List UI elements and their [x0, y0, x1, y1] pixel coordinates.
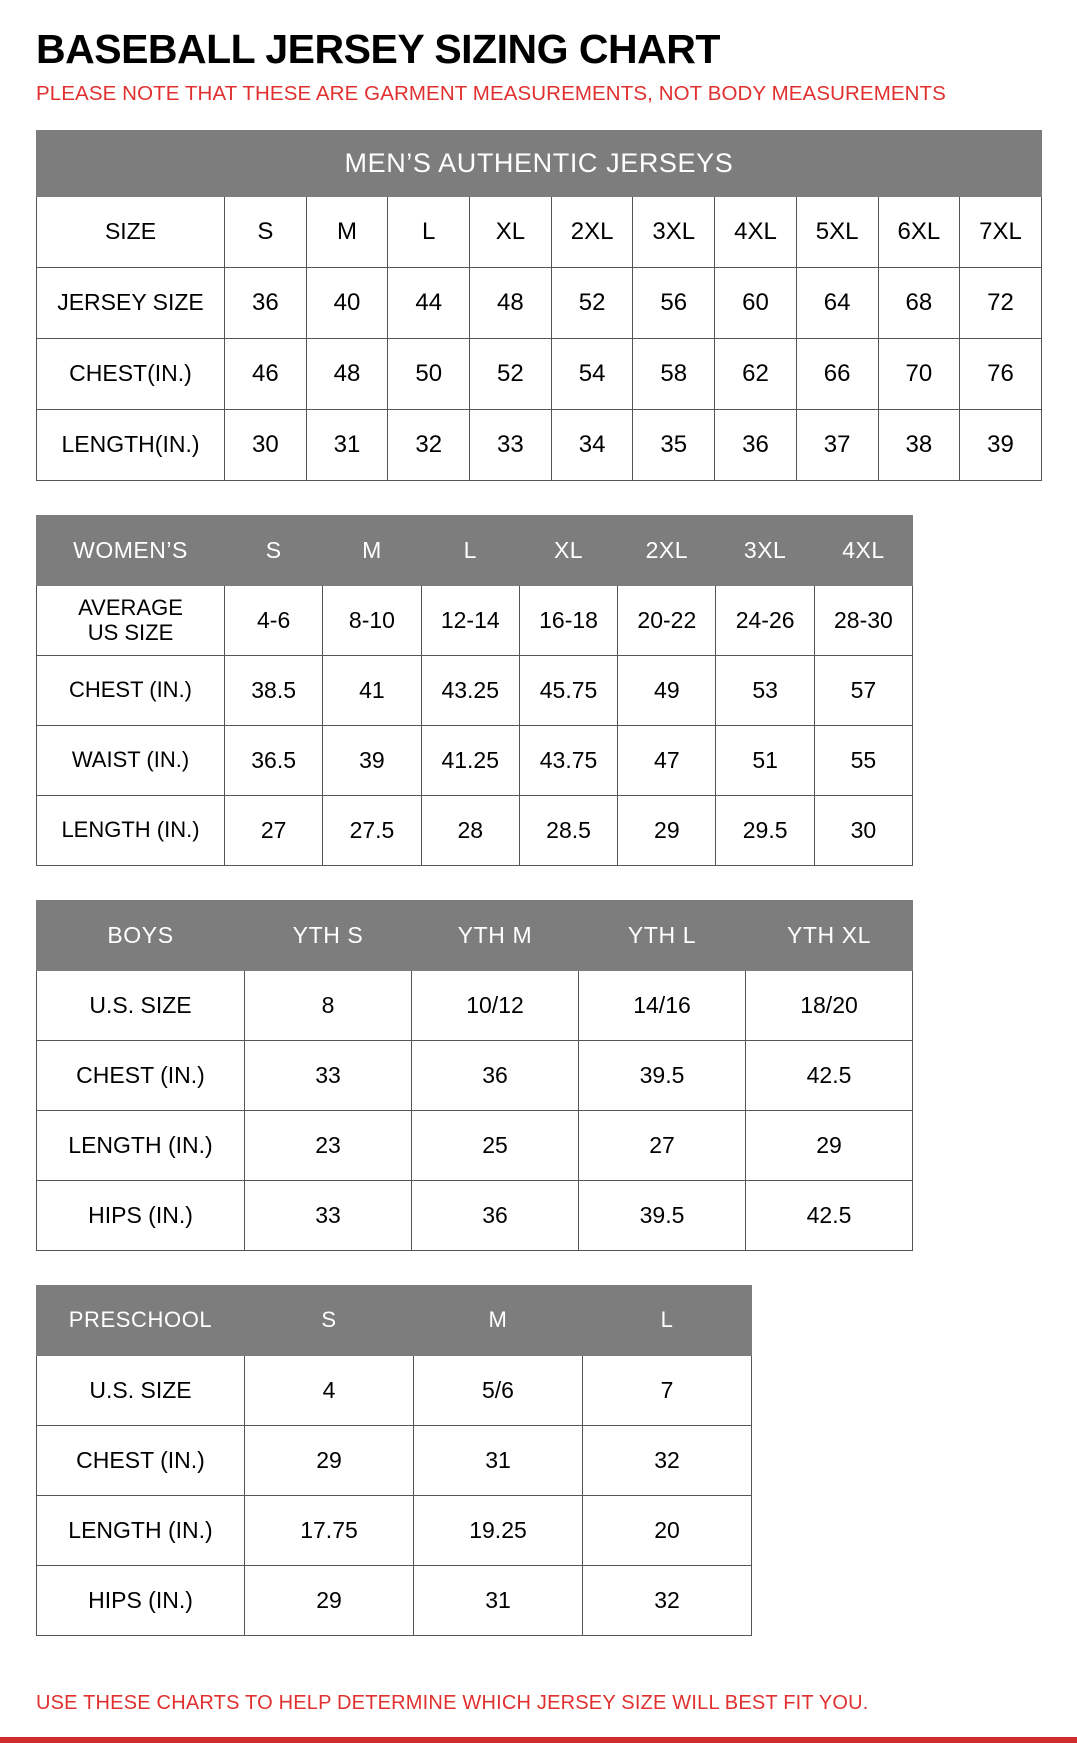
- boys-size-cell: YTH S: [245, 900, 412, 970]
- data-cell: 20-22: [618, 585, 716, 655]
- mens-size-cell: 7XL: [960, 196, 1042, 267]
- data-cell: 17.75: [245, 1495, 414, 1565]
- data-cell: 55: [814, 725, 912, 795]
- data-cell: 56: [633, 267, 715, 338]
- mens-size-cell: 5XL: [796, 196, 878, 267]
- data-cell: 30: [225, 409, 307, 480]
- data-cell: 32: [583, 1425, 752, 1495]
- data-cell: 24-26: [716, 585, 814, 655]
- data-cell: 29: [245, 1565, 414, 1635]
- mens-size-cell: L: [388, 196, 470, 267]
- table-row: [37, 585, 913, 655]
- page-title: BASEBALL JERSEY SIZING CHART: [36, 26, 720, 72]
- data-cell: 31: [414, 1425, 583, 1495]
- womens-sizing-table: [36, 515, 913, 866]
- preschool-size-cell: L: [583, 1285, 752, 1355]
- table-row: [37, 795, 913, 865]
- data-cell: 50: [388, 338, 470, 409]
- data-cell: 8: [245, 970, 412, 1040]
- womens-size-cell: 2XL: [618, 515, 716, 585]
- table-row: [37, 970, 913, 1040]
- mens-size-cell: XL: [470, 196, 552, 267]
- row-label: LENGTH(IN.): [37, 409, 225, 480]
- table-row: [37, 515, 913, 585]
- data-cell: 29.5: [716, 795, 814, 865]
- data-cell: 38.5: [225, 655, 323, 725]
- womens-size-cell: 3XL: [716, 515, 814, 585]
- row-label: LENGTH (IN.): [37, 1110, 245, 1180]
- data-cell: 28.5: [519, 795, 617, 865]
- data-cell: 48: [306, 338, 388, 409]
- data-cell: 10/12: [412, 970, 579, 1040]
- table-row: [37, 1110, 913, 1180]
- boys-header-label: BOYS: [37, 900, 245, 970]
- data-cell: 28-30: [814, 585, 912, 655]
- table-row: [37, 196, 1042, 267]
- womens-size-cell: S: [225, 515, 323, 585]
- data-cell: 30: [814, 795, 912, 865]
- data-cell: 33: [245, 1180, 412, 1250]
- data-cell: 32: [583, 1565, 752, 1635]
- data-cell: 32: [388, 409, 470, 480]
- table-row: [37, 1040, 913, 1110]
- womens-size-cell: XL: [519, 515, 617, 585]
- data-cell: 58: [633, 338, 715, 409]
- mens-size-cell: 6XL: [878, 196, 960, 267]
- mens-size-cell: 3XL: [633, 196, 715, 267]
- data-cell: 36: [412, 1180, 579, 1250]
- data-cell: 18/20: [746, 970, 913, 1040]
- boys-sizing-table: [36, 900, 913, 1251]
- mens-size-cell: 2XL: [551, 196, 633, 267]
- row-label: HIPS (IN.): [37, 1565, 245, 1635]
- data-cell: 31: [414, 1565, 583, 1635]
- data-cell: 5/6: [414, 1355, 583, 1425]
- row-label: CHEST (IN.): [37, 1425, 245, 1495]
- table-row: [37, 1495, 752, 1565]
- data-cell: 39: [960, 409, 1042, 480]
- data-cell: 29: [618, 795, 716, 865]
- data-cell: 29: [746, 1110, 913, 1180]
- row-label: HIPS (IN.): [37, 1180, 245, 1250]
- data-cell: 7: [583, 1355, 752, 1425]
- data-cell: 36.5: [225, 725, 323, 795]
- data-cell: 45.75: [519, 655, 617, 725]
- data-cell: 38: [878, 409, 960, 480]
- data-cell: 33: [470, 409, 552, 480]
- table-row: [37, 655, 913, 725]
- data-cell: 46: [225, 338, 307, 409]
- row-label: WAIST (IN.): [37, 725, 225, 795]
- data-cell: 37: [796, 409, 878, 480]
- row-label: [37, 585, 225, 655]
- data-cell: 29: [245, 1425, 414, 1495]
- data-cell: 4: [245, 1355, 414, 1425]
- boys-size-cell: YTH XL: [746, 900, 913, 970]
- table-row: [37, 338, 1042, 409]
- row-label: CHEST(IN.): [37, 338, 225, 409]
- table-row: [37, 900, 913, 970]
- data-cell: 16-18: [519, 585, 617, 655]
- data-cell: 31: [306, 409, 388, 480]
- table-row: [37, 1425, 752, 1495]
- mens-size-cell: S: [225, 196, 307, 267]
- mens-size-label: SIZE: [37, 196, 225, 267]
- row-label-line1: AVERAGE: [78, 594, 183, 620]
- data-cell: 43.75: [519, 725, 617, 795]
- data-cell: 43.25: [421, 655, 519, 725]
- preschool-size-cell: M: [414, 1285, 583, 1355]
- data-cell: 62: [715, 338, 797, 409]
- data-cell: 40: [306, 267, 388, 338]
- data-cell: 52: [551, 267, 633, 338]
- data-cell: 14/16: [579, 970, 746, 1040]
- womens-size-cell: L: [421, 515, 519, 585]
- data-cell: 70: [878, 338, 960, 409]
- data-cell: 34: [551, 409, 633, 480]
- womens-size-cell: 4XL: [814, 515, 912, 585]
- data-cell: 66: [796, 338, 878, 409]
- measurement-note: PLEASE NOTE THAT THESE ARE GARMENT MEASUREMENTS, NOT BODY MEASUREMENTS: [36, 82, 946, 106]
- data-cell: 25: [412, 1110, 579, 1180]
- data-cell: 36: [412, 1040, 579, 1110]
- row-label: U.S. SIZE: [37, 1355, 245, 1425]
- data-cell: 36: [715, 409, 797, 480]
- data-cell: 49: [618, 655, 716, 725]
- data-cell: 72: [960, 267, 1042, 338]
- mens-sizing-table: [36, 130, 1042, 481]
- table-row: [37, 725, 913, 795]
- table-row: [37, 130, 1042, 196]
- data-cell: 39: [323, 725, 421, 795]
- data-cell: 51: [716, 725, 814, 795]
- row-label-line2: US SIZE: [87, 620, 174, 646]
- data-cell: 4-6: [225, 585, 323, 655]
- data-cell: 33: [245, 1040, 412, 1110]
- table-row: [37, 267, 1042, 338]
- data-cell: 42.5: [746, 1040, 913, 1110]
- mens-size-cell: M: [306, 196, 388, 267]
- table-row: [37, 409, 1042, 480]
- data-cell: 60: [715, 267, 797, 338]
- data-cell: 39.5: [579, 1040, 746, 1110]
- data-cell: 42.5: [746, 1180, 913, 1250]
- data-cell: 53: [716, 655, 814, 725]
- data-cell: 52: [470, 338, 552, 409]
- mens-size-cell: 4XL: [715, 196, 797, 267]
- data-cell: 68: [878, 267, 960, 338]
- data-cell: 41.25: [421, 725, 519, 795]
- data-cell: 27: [579, 1110, 746, 1180]
- preschool-sizing-table: [36, 1285, 752, 1636]
- boys-size-cell: YTH M: [412, 900, 579, 970]
- womens-size-cell: M: [323, 515, 421, 585]
- preschool-size-cell: S: [245, 1285, 414, 1355]
- row-label: CHEST (IN.): [37, 655, 225, 725]
- data-cell: 48: [470, 267, 552, 338]
- mens-banner: MEN’S AUTHENTIC JERSEYS: [37, 130, 1042, 196]
- data-cell: 8-10: [323, 585, 421, 655]
- data-cell: 39.5: [579, 1180, 746, 1250]
- data-cell: 57: [814, 655, 912, 725]
- data-cell: 35: [633, 409, 715, 480]
- data-cell: 64: [796, 267, 878, 338]
- data-cell: 44: [388, 267, 470, 338]
- data-cell: 54: [551, 338, 633, 409]
- row-label: LENGTH (IN.): [37, 1495, 245, 1565]
- data-cell: 23: [245, 1110, 412, 1180]
- table-row: [37, 1355, 752, 1425]
- data-cell: 12-14: [421, 585, 519, 655]
- table-row: [37, 1180, 913, 1250]
- data-cell: 28: [421, 795, 519, 865]
- data-cell: 47: [618, 725, 716, 795]
- womens-header-label: WOMEN’S: [37, 515, 225, 585]
- data-cell: 20: [583, 1495, 752, 1565]
- row-label: JERSEY SIZE: [37, 267, 225, 338]
- row-label: LENGTH (IN.): [37, 795, 225, 865]
- data-cell: 27: [225, 795, 323, 865]
- table-row: [37, 1565, 752, 1635]
- footer-note: USE THESE CHARTS TO HELP DETERMINE WHICH JERSEY SIZE WILL BEST FIT YOU.: [36, 1692, 869, 1714]
- data-cell: 76: [960, 338, 1042, 409]
- data-cell: 36: [225, 267, 307, 338]
- preschool-header-label: PRESCHOOL: [37, 1285, 245, 1355]
- row-label: U.S. SIZE: [37, 970, 245, 1040]
- data-cell: 27.5: [323, 795, 421, 865]
- table-row: [37, 1285, 752, 1355]
- data-cell: 41: [323, 655, 421, 725]
- row-label: CHEST (IN.): [37, 1040, 245, 1110]
- data-cell: 19.25: [414, 1495, 583, 1565]
- boys-size-cell: YTH L: [579, 900, 746, 970]
